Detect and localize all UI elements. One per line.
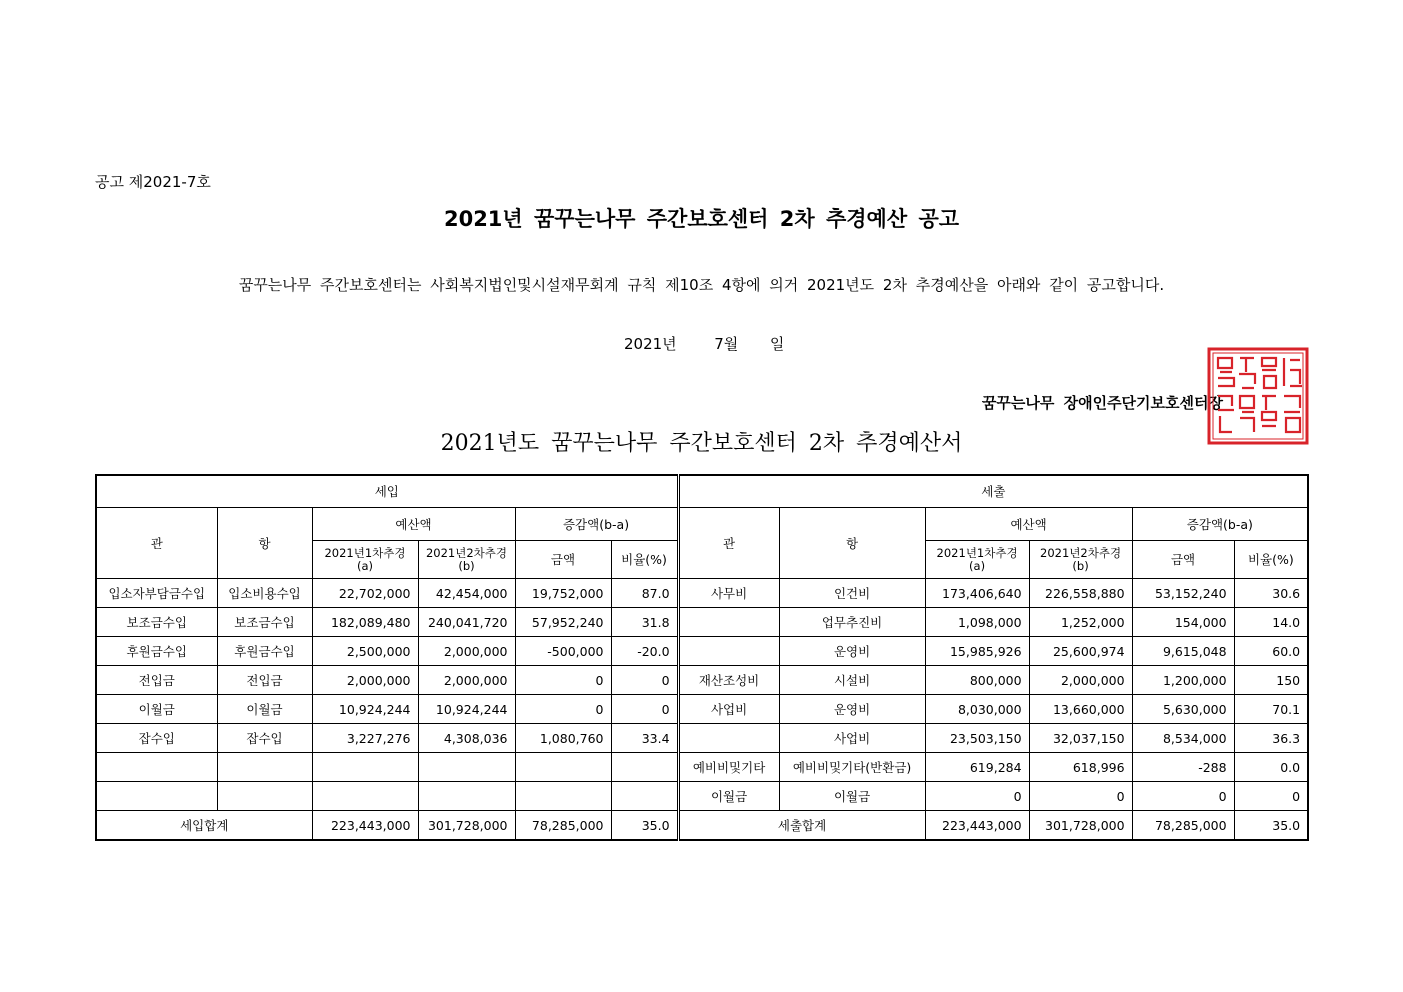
expense-change-header: 증감액(b-a) — [1132, 508, 1308, 541]
expense-a-cell: 800,000 — [925, 666, 1029, 695]
date-month: 7월 — [714, 335, 739, 353]
revenue-b-cell: 2,000,000 — [418, 637, 515, 666]
expense-diff-cell: 154,000 — [1132, 608, 1234, 637]
revenue-diff-cell: 0 — [515, 666, 611, 695]
expense-ratio-header: 비율(%) — [1234, 541, 1308, 579]
revenue-ratio-cell: 33.4 — [611, 724, 678, 753]
expense-gwan-header: 관 — [678, 508, 779, 579]
expense-a-cell: 8,030,000 — [925, 695, 1029, 724]
revenue-a-cell: 10,924,244 — [312, 695, 418, 724]
expense-b-cell: 618,996 — [1029, 753, 1132, 782]
revenue-diff-cell: 1,080,760 — [515, 724, 611, 753]
revenue-ratio-cell — [611, 753, 678, 782]
expense-gwan-cell: 사업비 — [678, 695, 779, 724]
expense-gwan-cell: 예비비및기타 — [678, 753, 779, 782]
revenue-gwan-cell: 이월금 — [96, 695, 217, 724]
expense-total-ratio-cell: 35.0 — [1234, 811, 1308, 841]
revenue-gwan-cell — [96, 753, 217, 782]
expense-a-cell: 1,098,000 — [925, 608, 1029, 637]
revenue-a-cell: 22,702,000 — [312, 579, 418, 608]
table-row — [96, 579, 1308, 608]
expense-ratio-cell: 0 — [1234, 782, 1308, 811]
table-row — [96, 695, 1308, 724]
expense-a-cell: 619,284 — [925, 753, 1029, 782]
revenue-ratio-cell: 0 — [611, 666, 678, 695]
revenue-budget-header: 예산액 — [312, 508, 515, 541]
table-title: 2021년도 꿈꾸는나무 주간보호센터 2차 추경예산서 — [440, 431, 963, 456]
expense-budget-header: 예산액 — [925, 508, 1132, 541]
revenue-ratio-cell: 0 — [611, 695, 678, 724]
expense-a-cell: 0 — [925, 782, 1029, 811]
notice-date — [624, 333, 784, 354]
expense-ratio-cell: 30.6 — [1234, 579, 1308, 608]
expense-diff-cell: -288 — [1132, 753, 1234, 782]
expense-ratio-cell: 14.0 — [1234, 608, 1308, 637]
revenue-gwan-cell: 보조금수입 — [96, 608, 217, 637]
revenue-a-cell: 2,500,000 — [312, 637, 418, 666]
revenue-diff-cell: 19,752,000 — [515, 579, 611, 608]
expense-b-cell: 25,600,974 — [1029, 637, 1132, 666]
revenue-diff-cell: 57,952,240 — [515, 608, 611, 637]
revenue-b-cell: 10,924,244 — [418, 695, 515, 724]
expense-header: 세출 — [678, 475, 1308, 508]
revenue-gwan-header: 관 — [96, 508, 217, 579]
revenue-ratio-cell: 87.0 — [611, 579, 678, 608]
expense-gwan-cell: 이월금 — [678, 782, 779, 811]
date-year: 2021년 — [624, 335, 677, 353]
revenue-hang-cell — [217, 753, 312, 782]
expense-total-label: 세출합계 — [678, 811, 925, 841]
expense-b-cell: 226,558,880 — [1029, 579, 1132, 608]
revenue-ratio-cell — [611, 782, 678, 811]
expense-diff-cell: 5,630,000 — [1132, 695, 1234, 724]
revenue-a-cell: 2,000,000 — [312, 666, 418, 695]
expense-b-cell: 1,252,000 — [1029, 608, 1132, 637]
revenue-diff-cell: 0 — [515, 695, 611, 724]
revenue-change-header: 증감액(b-a) — [515, 508, 678, 541]
revenue-ratio-cell: 31.8 — [611, 608, 678, 637]
revenue-a-cell: 3,227,276 — [312, 724, 418, 753]
expense-diff-cell: 0 — [1132, 782, 1234, 811]
expense-hang-cell: 인건비 — [779, 579, 925, 608]
expense-gwan-cell — [678, 608, 779, 637]
revenue-ratio-header: 비율(%) — [611, 541, 678, 579]
revenue-first-header: 2021년1차추경 (a) — [312, 541, 418, 579]
expense-b-cell: 0 — [1029, 782, 1132, 811]
expense-a-cell: 173,406,640 — [925, 579, 1029, 608]
expense-diff-cell: 9,615,048 — [1132, 637, 1234, 666]
expense-a-cell: 15,985,926 — [925, 637, 1029, 666]
revenue-total-b-cell: 301,728,000 — [418, 811, 515, 841]
expense-ratio-cell: 70.1 — [1234, 695, 1308, 724]
expense-hang-cell: 사업비 — [779, 724, 925, 753]
revenue-hang-cell: 이월금 — [217, 695, 312, 724]
expense-second-header: 2021년2차추경 (b) — [1029, 541, 1132, 579]
table-row — [96, 637, 1308, 666]
expense-b-cell: 13,660,000 — [1029, 695, 1132, 724]
table-row — [96, 666, 1308, 695]
revenue-gwan-cell — [96, 782, 217, 811]
expense-b-cell: 32,037,150 — [1029, 724, 1132, 753]
expense-ratio-cell: 150 — [1234, 666, 1308, 695]
expense-ratio-cell: 36.3 — [1234, 724, 1308, 753]
expense-hang-cell: 운영비 — [779, 637, 925, 666]
revenue-ratio-cell: -20.0 — [611, 637, 678, 666]
revenue-gwan-cell: 전입금 — [96, 666, 217, 695]
table-row — [96, 782, 1308, 811]
expense-gwan-cell: 사무비 — [678, 579, 779, 608]
revenue-diff-cell: -500,000 — [515, 637, 611, 666]
expense-hang-cell: 예비비및기타(반환금) — [779, 753, 925, 782]
revenue-diff-cell — [515, 753, 611, 782]
expense-hang-cell: 이월금 — [779, 782, 925, 811]
revenue-b-cell — [418, 753, 515, 782]
notice-number: 공고 제2021-7호 — [95, 173, 211, 191]
expense-gwan-cell — [678, 724, 779, 753]
expense-diff-cell: 1,200,000 — [1132, 666, 1234, 695]
revenue-hang-cell: 후원금수입 — [217, 637, 312, 666]
revenue-hang-cell: 보조금수입 — [217, 608, 312, 637]
revenue-amount-header: 금액 — [515, 541, 611, 579]
expense-gwan-cell: 재산조성비 — [678, 666, 779, 695]
table-row — [96, 724, 1308, 753]
totals-row — [96, 811, 1308, 841]
expense-first-header: 2021년1차추경 (a) — [925, 541, 1029, 579]
signer-name: 꿈꾸는나무 장애인주단기보호센터장 — [981, 394, 1223, 412]
table-row — [96, 608, 1308, 637]
budget-table — [95, 474, 1309, 841]
expense-diff-cell: 53,152,240 — [1132, 579, 1234, 608]
revenue-a-cell — [312, 782, 418, 811]
revenue-hang-header: 항 — [217, 508, 312, 579]
expense-gwan-cell — [678, 637, 779, 666]
expense-diff-cell: 8,534,000 — [1132, 724, 1234, 753]
budget-table-wrapper — [95, 474, 1309, 841]
expense-amount-header: 금액 — [1132, 541, 1234, 579]
expense-hang-header: 항 — [779, 508, 925, 579]
revenue-diff-cell — [515, 782, 611, 811]
table-row — [96, 753, 1308, 782]
revenue-header: 세입 — [96, 475, 678, 508]
date-day: 일 — [769, 335, 785, 353]
revenue-gwan-cell: 후원금수입 — [96, 637, 217, 666]
revenue-second-header: 2021년2차추경 (b) — [418, 541, 515, 579]
expense-hang-cell: 업무추진비 — [779, 608, 925, 637]
expense-ratio-cell: 60.0 — [1234, 637, 1308, 666]
expense-hang-cell: 운영비 — [779, 695, 925, 724]
revenue-hang-cell — [217, 782, 312, 811]
revenue-gwan-cell: 입소자부담금수입 — [96, 579, 217, 608]
revenue-hang-cell: 전입금 — [217, 666, 312, 695]
expense-total-a-cell: 223,443,000 — [925, 811, 1029, 841]
revenue-hang-cell: 입소비용수입 — [217, 579, 312, 608]
expense-a-cell: 23,503,150 — [925, 724, 1029, 753]
revenue-total-label: 세입합계 — [96, 811, 312, 841]
revenue-b-cell — [418, 782, 515, 811]
revenue-a-cell — [312, 753, 418, 782]
revenue-b-cell: 2,000,000 — [418, 666, 515, 695]
expense-total-b-cell: 301,728,000 — [1029, 811, 1132, 841]
expense-b-cell: 2,000,000 — [1029, 666, 1132, 695]
revenue-total-ratio-cell: 35.0 — [611, 811, 678, 841]
revenue-b-cell: 42,454,000 — [418, 579, 515, 608]
revenue-hang-cell: 잡수입 — [217, 724, 312, 753]
revenue-b-cell: 240,041,720 — [418, 608, 515, 637]
expense-ratio-cell: 0.0 — [1234, 753, 1308, 782]
notice-body: 꿈꾸는나무 주간보호센터는 사회복지법인및시설재무회계 규칙 제10조 4항에 의거 2021년도 2차 추경예산을 아래와 같이 공고합니다. — [238, 276, 1165, 294]
revenue-b-cell: 4,308,036 — [418, 724, 515, 753]
revenue-total-a-cell: 223,443,000 — [312, 811, 418, 841]
document-title: 2021년 꿈꾸는나무 주간보호센터 2차 추경예산 공고 — [443, 207, 960, 231]
revenue-a-cell: 182,089,480 — [312, 608, 418, 637]
expense-total-diff-cell: 78,285,000 — [1132, 811, 1234, 841]
revenue-total-diff-cell: 78,285,000 — [515, 811, 611, 841]
expense-hang-cell: 시설비 — [779, 666, 925, 695]
revenue-gwan-cell: 잡수입 — [96, 724, 217, 753]
